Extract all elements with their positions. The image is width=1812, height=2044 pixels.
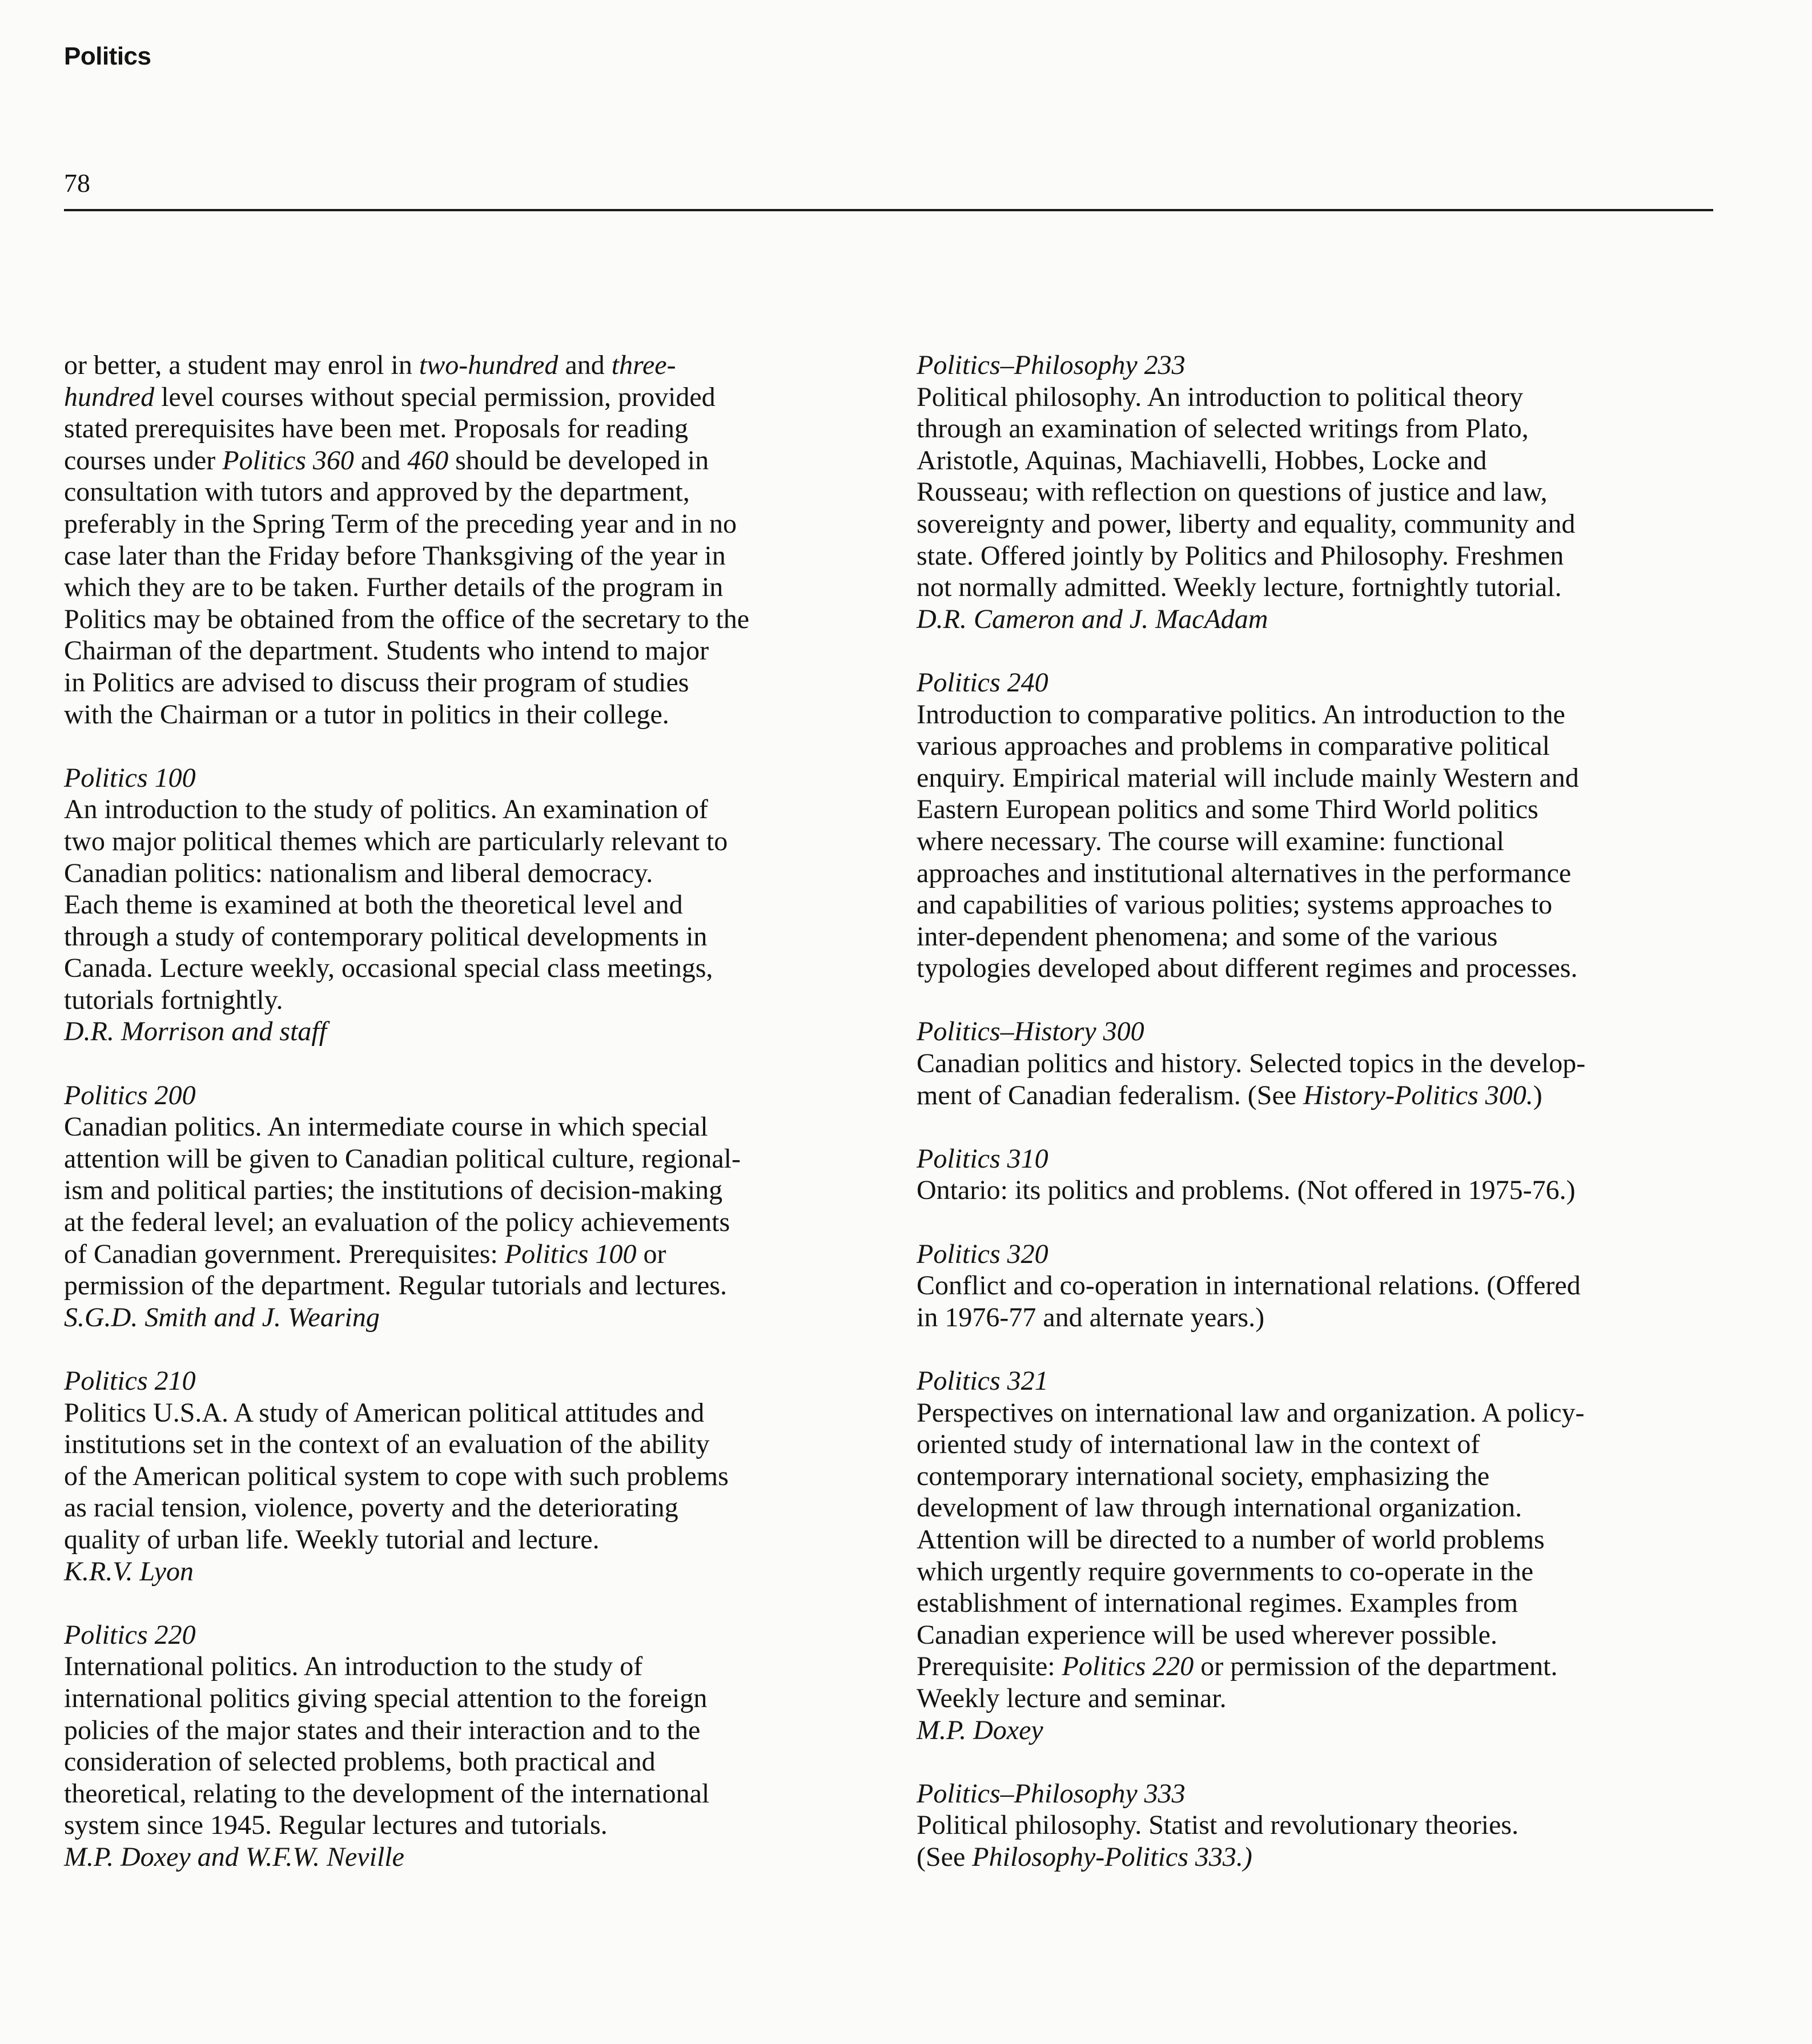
text-run: ) (1533, 1080, 1542, 1110)
course-entry (64, 762, 898, 1048)
header-rule (64, 209, 1713, 211)
italic-text-run: Politics 360 (222, 445, 354, 476)
text-run: or permission of the department. Regular tutorials and lectures. (64, 1238, 727, 1301)
text-run: or permission of the department. Weekly lecture and seminar. (917, 1651, 1558, 1713)
text-run: or better, a student may enrol in (64, 350, 419, 380)
course-entry (917, 349, 1756, 635)
course-description (917, 1048, 1756, 1111)
course-entry (917, 1365, 1756, 1746)
italic-text-run: 460 (407, 445, 449, 476)
course-title: Politics–Philosophy 333 (917, 1778, 1186, 1809)
course-entry (917, 1238, 1756, 1334)
course-description (917, 1397, 1756, 1715)
italic-text-run: three- hundred (64, 350, 676, 412)
course-title: Politics–Philosophy 233 (917, 350, 1186, 380)
italic-text-run: Politics 100 (504, 1238, 637, 1269)
course-instructor: D.R. Cameron and J. MacAdam (917, 603, 1268, 634)
course-description (64, 794, 898, 1016)
course-entry (64, 1619, 898, 1873)
right-column (917, 349, 1756, 1873)
course-description (917, 381, 1756, 603)
course-description (917, 1270, 1756, 1333)
course-instructor: S.G.D. Smith and J. Wearing (64, 1302, 380, 1333)
course-title: Politics 220 (64, 1619, 196, 1650)
text-run: Canadian politics. An intermediate course in which special attention will be given to Canadian political culture, regional- ism and political parties; the institutions of decision-making at the federal level; an evaluation of the policy achievements of Canadian government. Prerequisites: (64, 1112, 741, 1269)
course-entry (917, 1778, 1756, 1873)
course-title: Politics 100 (64, 762, 196, 793)
course-instructor: D.R. Morrison and staff (64, 1016, 327, 1047)
text-run: International politics. An introduction to the study of international politics giving special attention to the foreign policies of the major states and their interaction and to the consideration of selected problems, both practical and theoretical, relating to the development of the international system since 1945. Regular lectures and tutorials. (64, 1651, 710, 1841)
course-instructor: M.P. Doxey (917, 1715, 1043, 1745)
intro-paragraph (64, 349, 898, 730)
course-instructor: K.R.V. Lyon (64, 1556, 194, 1587)
text-run: level courses without special permission, provided stated prerequisites have been met. Proposals for reading courses under (64, 381, 716, 476)
text-run: Perspectives on international law and organization. A policy- oriented study of international law in the context of contemporary international society, emphasizing the development of law through international organization. Attention will be directed to a number of world problems which urgently require governments to co-operate in the establishment of international regimes. Examples from Canadian experience will be used wherever possible. Prerequisite: (917, 1397, 1585, 1682)
course-entry (917, 1143, 1756, 1206)
course-description (917, 1809, 1756, 1873)
text-run: Political philosophy. Statist and revolutionary theories. (See (917, 1810, 1519, 1872)
text-run: An introduction to the study of politics. An examination of two major political themes which are particularly relevant to Canadian politics: nationalism and liberal democracy. Each theme is examined at both the theoretical level and through a study of contemporary political developments in Canada. Lecture weekly, occasional special class meetings, tutorials fortnightly. (64, 794, 728, 1015)
italic-text-run: Philosophy-Politics 333.) (972, 1841, 1252, 1872)
course-entry (917, 667, 1756, 984)
course-title: Politics 310 (917, 1143, 1048, 1174)
section-label: Politics (64, 42, 151, 70)
text-run: Political philosophy. An introduction to political theory through an examination of selected writings from Plato, Aristotle, Aquinas, Machiavelli, Hobbes, Locke and Rousseau; with reflection on questions of justice and law, sovereignty and power, liberty and equality, community and state. Offered jointly by Politics and Philosophy. Freshmen not normally admitted. Weekly lecture, fortnightly tutorial. (917, 381, 1576, 603)
italic-text-run: two-hundred (419, 350, 559, 380)
text-run: should be developed in consultation with tutors and approved by the department, preferably in the Spring Term of the preceding year and in no case later than the Friday before Thanksgiving of the year in which they are to be taken. Further details of the program in Politics may be obtained from the office of the secretary to the Chairman of the department. Students who intend to major in Politics are advised to discuss their program of studies with the Chairman or a tutor in politics in their college. (64, 445, 750, 730)
text-run: Canadian politics and history. Selected topics in the develop- ment of Canadian federalism. (See (917, 1048, 1586, 1110)
course-title: Politics 210 (64, 1366, 196, 1396)
text-run: Introduction to comparative politics. An introduction to the various approaches and problems in comparative political enquiry. Empirical material will include mainly Western and Eastern European politics and some Third World politics where necessary. The course will examine: functional approaches and institutional alternatives in the performance and capabilities of various polities; systems approaches to inter-dependent phenomena; and some of the various typologies developed about different regimes and processes. (917, 699, 1579, 984)
course-title: Politics 200 (64, 1080, 196, 1110)
course-title: Politics 321 (917, 1366, 1048, 1396)
course-title: Politics 240 (917, 667, 1048, 698)
course-description (64, 1397, 898, 1556)
italic-text-run: Politics 220 (1062, 1651, 1194, 1682)
course-description (917, 699, 1756, 984)
italic-text-run: History-Politics 300. (1303, 1080, 1533, 1110)
text-run: and (558, 350, 612, 380)
course-description (64, 1111, 898, 1302)
text-run: Ontario: its politics and problems. (Not offered in 1975-76.) (917, 1175, 1576, 1206)
course-description (64, 1651, 898, 1841)
right-course-list (917, 349, 1756, 1873)
course-entry (64, 1080, 898, 1334)
left-course-list (64, 762, 898, 1873)
course-description (917, 1174, 1756, 1206)
course-entry (917, 1016, 1756, 1111)
text-run: Politics U.S.A. A study of American political attitudes and institutions set in the context of an evaluation of the ability of the American political system to cope with such problems as racial tension, violence, poverty and the deteriorating quality of urban life. Weekly tutorial and lecture. (64, 1397, 729, 1555)
page-number: 78 (64, 168, 90, 198)
text-run: and (353, 445, 408, 476)
course-instructor: M.P. Doxey and W.F.W. Neville (64, 1841, 404, 1872)
course-entry (64, 1365, 898, 1587)
text-run: Conflict and co-operation in international relations. (Offered in 1976-77 and alternate years.) (917, 1270, 1581, 1333)
left-column (64, 349, 898, 1873)
course-title: Politics 320 (917, 1238, 1048, 1269)
course-title: Politics–History 300 (917, 1016, 1144, 1047)
